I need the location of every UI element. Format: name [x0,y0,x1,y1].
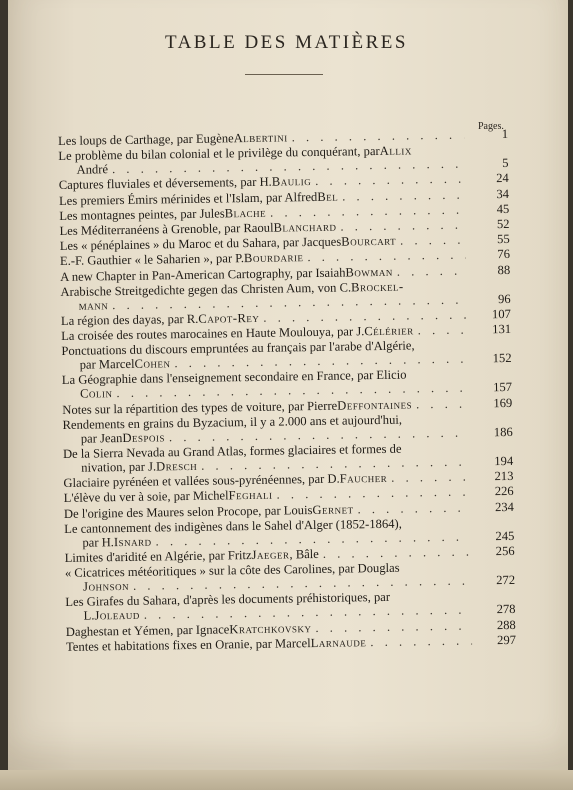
entry-author: Larnaude [310,634,367,650]
entry-author: Blanchard [273,219,337,235]
leader-dots [357,500,470,516]
leader-dots [418,323,468,338]
page-number: 256 [495,543,515,559]
entry-author: Dresch [155,458,198,474]
entry-title: « Cicatrices météoritiques » sur la côte des Carolines, par Douglas [64,560,400,581]
page-number: 152 [492,351,512,366]
entry-author: Bourcart [341,233,397,249]
entry-title: Notes sur la répartition des types de voiture, par Pierre [62,398,338,417]
leader-dots [397,263,467,278]
entry-title: Arabische Streitgedichte gegen das Christen Aum, von C. [60,280,352,299]
entry-author: Johnson [83,579,130,594]
entry-author: Kratchkovsky [229,620,312,636]
entry-author: Despois [122,430,166,445]
entry-title: La région des dayas, par R. [60,311,199,328]
entry-author: Jaeger [251,547,290,562]
entry-title-continued: L. [83,608,95,623]
page-number: 88 [497,262,511,277]
leader-dots [307,248,466,264]
entry-title: Ponctuations du discours empruntées au français par l'arabe d'Algérie, [61,338,415,359]
entry-author: Faucher [339,471,388,486]
page-number: 157 [493,380,513,395]
entry-author: Cohen [134,356,171,372]
entry-title: Limites d'aridité en Algérie, par Fritz [64,547,252,565]
entry-title-continued: André [76,162,109,177]
entry-author: Isnard [113,534,152,549]
leader-dots [263,307,467,324]
page-number: 288 [496,617,516,632]
entry-title: Rendements en grains du Byzacium, il y a 2.000 ans et aujourd'hui, [62,412,403,432]
entry-author: Colin [79,386,113,402]
leader-dots [340,218,465,234]
leader-dots [270,202,465,219]
entry-title: Tentes et habitations fixes en Oranie, par Marcel [65,635,311,654]
leader-dots [400,233,466,248]
page-number: 234 [494,499,515,514]
entry-author: Allix [379,143,412,159]
entry-author: Feghali [228,488,273,503]
entry-title-continued: nivation, par J. [81,459,157,475]
leader-dots [315,618,472,634]
entry-title: La Géographie dans l'enseignement secondaire en France, par Elicio [61,367,407,388]
entry-title-continued: par Marcel [79,357,135,372]
leader-dots [315,172,465,188]
page-number: 45 [496,201,510,216]
title-rule [245,74,323,75]
entry-author: Joleaud [94,608,140,623]
entry-author: Blache [224,205,267,221]
page-number: 76 [497,247,511,262]
page-number: 272 [496,573,516,588]
page-number: 5 [502,156,509,171]
entry-author: Brockel- [350,279,404,295]
table-of-contents [58,127,516,655]
page-title: TABLE DES MATIÈRES [165,32,408,53]
entry-author: Bourdarie [243,250,304,266]
entry-title: Les loups de Carthage, par Eugène [58,131,234,148]
entry-title: Glaciaire pyrénéen et vallées sous-pyrénéennes, par D. [63,471,340,491]
entry-title: De l'origine des Maures selon Procope, par Louis [63,502,313,521]
page-number: 226 [494,484,514,499]
entry-title: Les Méditerranéens à Grenoble, par Raoul [59,220,274,238]
page-number: 169 [493,395,513,410]
entry-author: mann [78,297,109,313]
page-number: 297 [496,632,517,647]
page-number: 24 [496,171,509,186]
leader-dots [370,633,472,649]
entry-title: E.-F. Gauthier « le Saharien », par P. [59,251,245,269]
entry-title: Les Girafes du Sahara, d'après les documents préhistoriques, par [65,590,391,610]
page-number: 213 [494,469,514,484]
leader-dots [391,470,469,485]
page-number: 194 [494,453,514,469]
page-number: 34 [496,186,510,201]
pages-column-header: Pages. [478,121,504,132]
leader-dots [276,485,469,502]
entry-title: A new Chapter in Pan-American Cartography, par Isaiah [60,265,346,284]
leader-dots [323,545,471,561]
entry-title-continued: par Jean [80,430,123,446]
page-number: 245 [495,528,515,543]
leader-dots [292,128,465,145]
page-number: 107 [491,306,511,322]
entry-author: Capot-Rey [198,310,260,326]
entry-title: Les « pénéplaines » du Maroc et du Sahara, par Jacques [59,234,342,254]
entry-author: Gernet [312,501,354,517]
entry-author: Bel [317,189,339,204]
entry-title: Les premiers Émirs mérinides et l'Islam, par Alfred [58,189,318,208]
page-edge [0,770,573,790]
entry-title: Captures fluviales et déversements, par H. [58,175,272,193]
entry-title: Daghestan et Yémen, par Ignace [65,621,230,639]
entry-title: Le cantonnement des indigènes dans le Sahel d'Alger (1852-1864), [64,516,402,536]
entry-title: L'élève du ver à soie, par Michel [63,488,229,506]
entry-author: Baulig [271,174,312,190]
leader-dots [342,187,465,203]
entry-title: Les montagnes peintes, par Jules [59,206,225,223]
entry-title-continued: par H. [82,534,115,550]
leader-dots [416,396,468,411]
entry-author: Albertini [233,130,288,146]
entry-title: De la Sierra Nevada au Grand Atlas, formes glaciaires et formes de [62,441,402,461]
entry-author: Bowman [345,264,393,280]
entry-author: Célérier [364,323,414,339]
page-number: 131 [492,321,512,337]
page-number: 96 [497,291,511,306]
entry-title: Le problème du bilan colonial et le privilège du conquérant, par [58,144,380,164]
page-number: 55 [497,232,510,247]
entry-title: La croisée des routes marocaines en Haute Moulouya, par J. [61,324,365,344]
page-number: 1 [501,126,509,142]
page-number: 278 [496,602,516,617]
page-number: 52 [496,216,510,232]
entry-author-suffix: , Bâle [289,546,319,562]
entry-author: Deffontaines [337,397,413,413]
page-number: 186 [493,424,513,440]
